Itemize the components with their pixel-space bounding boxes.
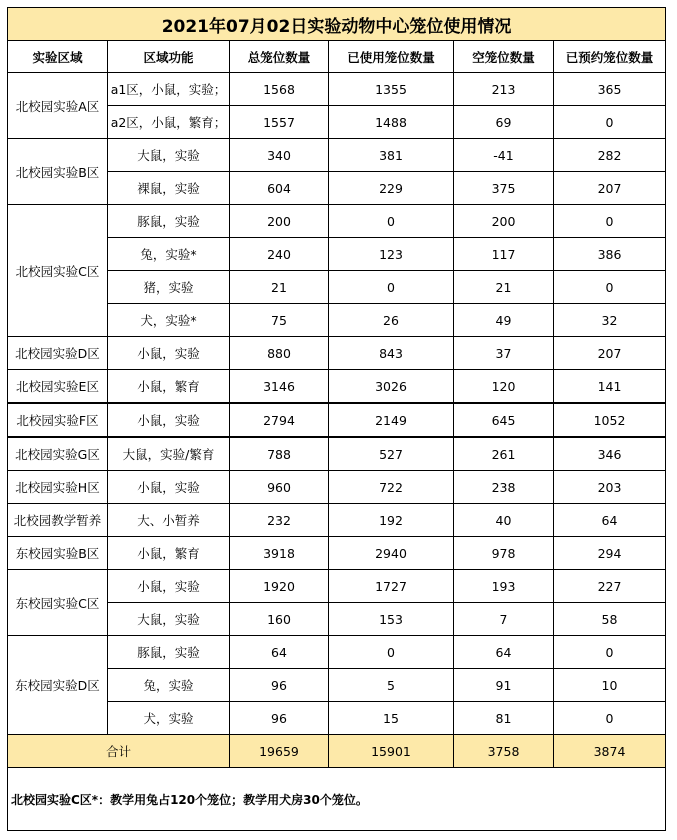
header-row [8, 41, 666, 73]
reserved-cages-cell: 1052 [554, 403, 666, 437]
empty-cages-cell: 213 [454, 73, 554, 106]
used-cages-cell: 722 [329, 471, 454, 504]
used-cages-cell: 0 [329, 271, 454, 304]
function-cell: 犬，实验* [108, 304, 230, 337]
total-cages-cell: 3146 [230, 370, 329, 404]
empty-cages-cell: 91 [454, 669, 554, 702]
reserved-cages-cell: 282 [554, 139, 666, 172]
used-cages-cell: 0 [329, 205, 454, 238]
total-cages-cell: 21 [230, 271, 329, 304]
header-empty-cages: 空笼位数量 [454, 41, 554, 73]
area-cell: 北校园实验H区 [8, 471, 108, 504]
empty-cages-cell: 238 [454, 471, 554, 504]
used-cages-cell: 15 [329, 702, 454, 735]
reserved-cages-cell: 0 [554, 205, 666, 238]
function-cell: 小鼠，实验 [108, 403, 230, 437]
empty-cages-cell: 117 [454, 238, 554, 271]
reserved-cages-cell: 10 [554, 669, 666, 702]
note-row [8, 768, 666, 831]
total-cages-cell: 160 [230, 603, 329, 636]
reserved-cages-cell: 0 [554, 702, 666, 735]
total-cages-cell: 1920 [230, 570, 329, 603]
total-cages-cell: 960 [230, 471, 329, 504]
used-cages-cell: 1727 [329, 570, 454, 603]
empty-cages-cell: 261 [454, 437, 554, 471]
total-cages-cell: 96 [230, 669, 329, 702]
title-row [8, 8, 666, 41]
report-sheet [7, 7, 665, 831]
reserved-cages-cell: 386 [554, 238, 666, 271]
used-cages-cell: 381 [329, 139, 454, 172]
function-cell: 裸鼠，实验 [108, 172, 230, 205]
empty-cages-cell: 193 [454, 570, 554, 603]
table-row [8, 337, 666, 370]
total-reserved: 3874 [554, 735, 666, 768]
empty-cages-cell: 200 [454, 205, 554, 238]
header-area: 实验区域 [8, 41, 108, 73]
table-row [8, 471, 666, 504]
used-cages-cell: 1488 [329, 106, 454, 139]
empty-cages-cell: 120 [454, 370, 554, 404]
function-cell: 豚鼠，实验 [108, 205, 230, 238]
reserved-cages-cell: 207 [554, 172, 666, 205]
table-row [8, 504, 666, 537]
function-cell: 大鼠，实验/繁育 [108, 437, 230, 471]
area-cell: 北校园实验E区 [8, 370, 108, 404]
empty-cages-cell: 40 [454, 504, 554, 537]
total-cages-cell: 340 [230, 139, 329, 172]
reserved-cages-cell: 203 [554, 471, 666, 504]
total-cages-cell: 1557 [230, 106, 329, 139]
total-cages-cell: 788 [230, 437, 329, 471]
empty-cages-cell: 49 [454, 304, 554, 337]
total-cages-cell: 2794 [230, 403, 329, 437]
total-cages-cell: 232 [230, 504, 329, 537]
total-label: 合计 [8, 735, 230, 768]
function-cell: 大、小暂养 [108, 504, 230, 537]
function-cell: 大鼠，实验 [108, 139, 230, 172]
total-used: 15901 [329, 735, 454, 768]
reserved-cages-cell: 32 [554, 304, 666, 337]
total-cages-cell: 200 [230, 205, 329, 238]
reserved-cages-cell: 207 [554, 337, 666, 370]
used-cages-cell: 26 [329, 304, 454, 337]
function-cell: 犬，实验 [108, 702, 230, 735]
used-cages-cell: 123 [329, 238, 454, 271]
table-row [8, 370, 666, 404]
table-row [8, 537, 666, 570]
used-cages-cell: 843 [329, 337, 454, 370]
area-cell: 北校园实验D区 [8, 337, 108, 370]
function-cell: a1区，小鼠，实验； [108, 73, 230, 106]
reserved-cages-cell: 58 [554, 603, 666, 636]
used-cages-cell: 229 [329, 172, 454, 205]
total-cages-cell: 604 [230, 172, 329, 205]
function-cell: 猪，实验 [108, 271, 230, 304]
reserved-cages-cell: 346 [554, 437, 666, 471]
area-cell: 北校园实验C区 [8, 205, 108, 337]
used-cages-cell: 2940 [329, 537, 454, 570]
empty-cages-cell: -41 [454, 139, 554, 172]
area-cell: 北校园教学暂养 [8, 504, 108, 537]
function-cell: 小鼠，繁育 [108, 537, 230, 570]
function-cell: 小鼠，实验 [108, 337, 230, 370]
total-cages-cell: 75 [230, 304, 329, 337]
total-cages-cell: 240 [230, 238, 329, 271]
function-cell: 大鼠，实验 [108, 603, 230, 636]
total-cages-cell: 96 [230, 702, 329, 735]
area-cell: 东校园实验B区 [8, 537, 108, 570]
reserved-cages-cell: 227 [554, 570, 666, 603]
used-cages-cell: 527 [329, 437, 454, 471]
empty-cages-cell: 64 [454, 636, 554, 669]
empty-cages-cell: 375 [454, 172, 554, 205]
empty-cages-cell: 7 [454, 603, 554, 636]
function-cell: 兔，实验* [108, 238, 230, 271]
total-row [8, 735, 666, 768]
empty-cages-cell: 37 [454, 337, 554, 370]
empty-cages-cell: 69 [454, 106, 554, 139]
function-cell: a2区，小鼠，繁育； [108, 106, 230, 139]
total-cages-cell: 880 [230, 337, 329, 370]
page-title: 2021年07月02日实验动物中心笼位使用情况 [8, 8, 666, 41]
area-cell: 东校园实验C区 [8, 570, 108, 636]
used-cages-cell: 2149 [329, 403, 454, 437]
empty-cages-cell: 21 [454, 271, 554, 304]
area-cell: 北校园实验F区 [8, 403, 108, 437]
total-empty: 3758 [454, 735, 554, 768]
reserved-cages-cell: 0 [554, 636, 666, 669]
function-cell: 小鼠，实验 [108, 570, 230, 603]
cage-usage-table [7, 7, 666, 831]
header-function: 区域功能 [108, 41, 230, 73]
total-cages: 19659 [230, 735, 329, 768]
area-cell: 北校园实验G区 [8, 437, 108, 471]
empty-cages-cell: 978 [454, 537, 554, 570]
header-total-cages: 总笼位数量 [230, 41, 329, 73]
area-cell: 北校园实验A区 [8, 73, 108, 139]
area-cell: 北校园实验B区 [8, 139, 108, 205]
total-cages-cell: 3918 [230, 537, 329, 570]
function-cell: 豚鼠，实验 [108, 636, 230, 669]
total-cages-cell: 64 [230, 636, 329, 669]
empty-cages-cell: 645 [454, 403, 554, 437]
used-cages-cell: 153 [329, 603, 454, 636]
function-cell: 兔，实验 [108, 669, 230, 702]
used-cages-cell: 3026 [329, 370, 454, 404]
reserved-cages-cell: 64 [554, 504, 666, 537]
reserved-cages-cell: 0 [554, 106, 666, 139]
total-cages-cell: 1568 [230, 73, 329, 106]
reserved-cages-cell: 141 [554, 370, 666, 404]
reserved-cages-cell: 0 [554, 271, 666, 304]
used-cages-cell: 0 [329, 636, 454, 669]
table-row [8, 73, 666, 106]
used-cages-cell: 5 [329, 669, 454, 702]
table-row [8, 636, 666, 669]
used-cages-cell: 1355 [329, 73, 454, 106]
used-cages-cell: 192 [329, 504, 454, 537]
table-row [8, 205, 666, 238]
empty-cages-cell: 81 [454, 702, 554, 735]
area-cell: 东校园实验D区 [8, 636, 108, 735]
reserved-cages-cell: 365 [554, 73, 666, 106]
table-row [8, 139, 666, 172]
table-row [8, 437, 666, 471]
header-reserved-cages: 已预约笼位数量 [554, 41, 666, 73]
footnote: 北校园实验C区*：教学用兔占120个笼位；教学用犬房30个笼位。 [8, 768, 666, 831]
reserved-cages-cell: 294 [554, 537, 666, 570]
table-row [8, 570, 666, 603]
function-cell: 小鼠，繁育 [108, 370, 230, 404]
table-row [8, 403, 666, 437]
header-used-cages: 已使用笼位数量 [329, 41, 454, 73]
function-cell: 小鼠，实验 [108, 471, 230, 504]
